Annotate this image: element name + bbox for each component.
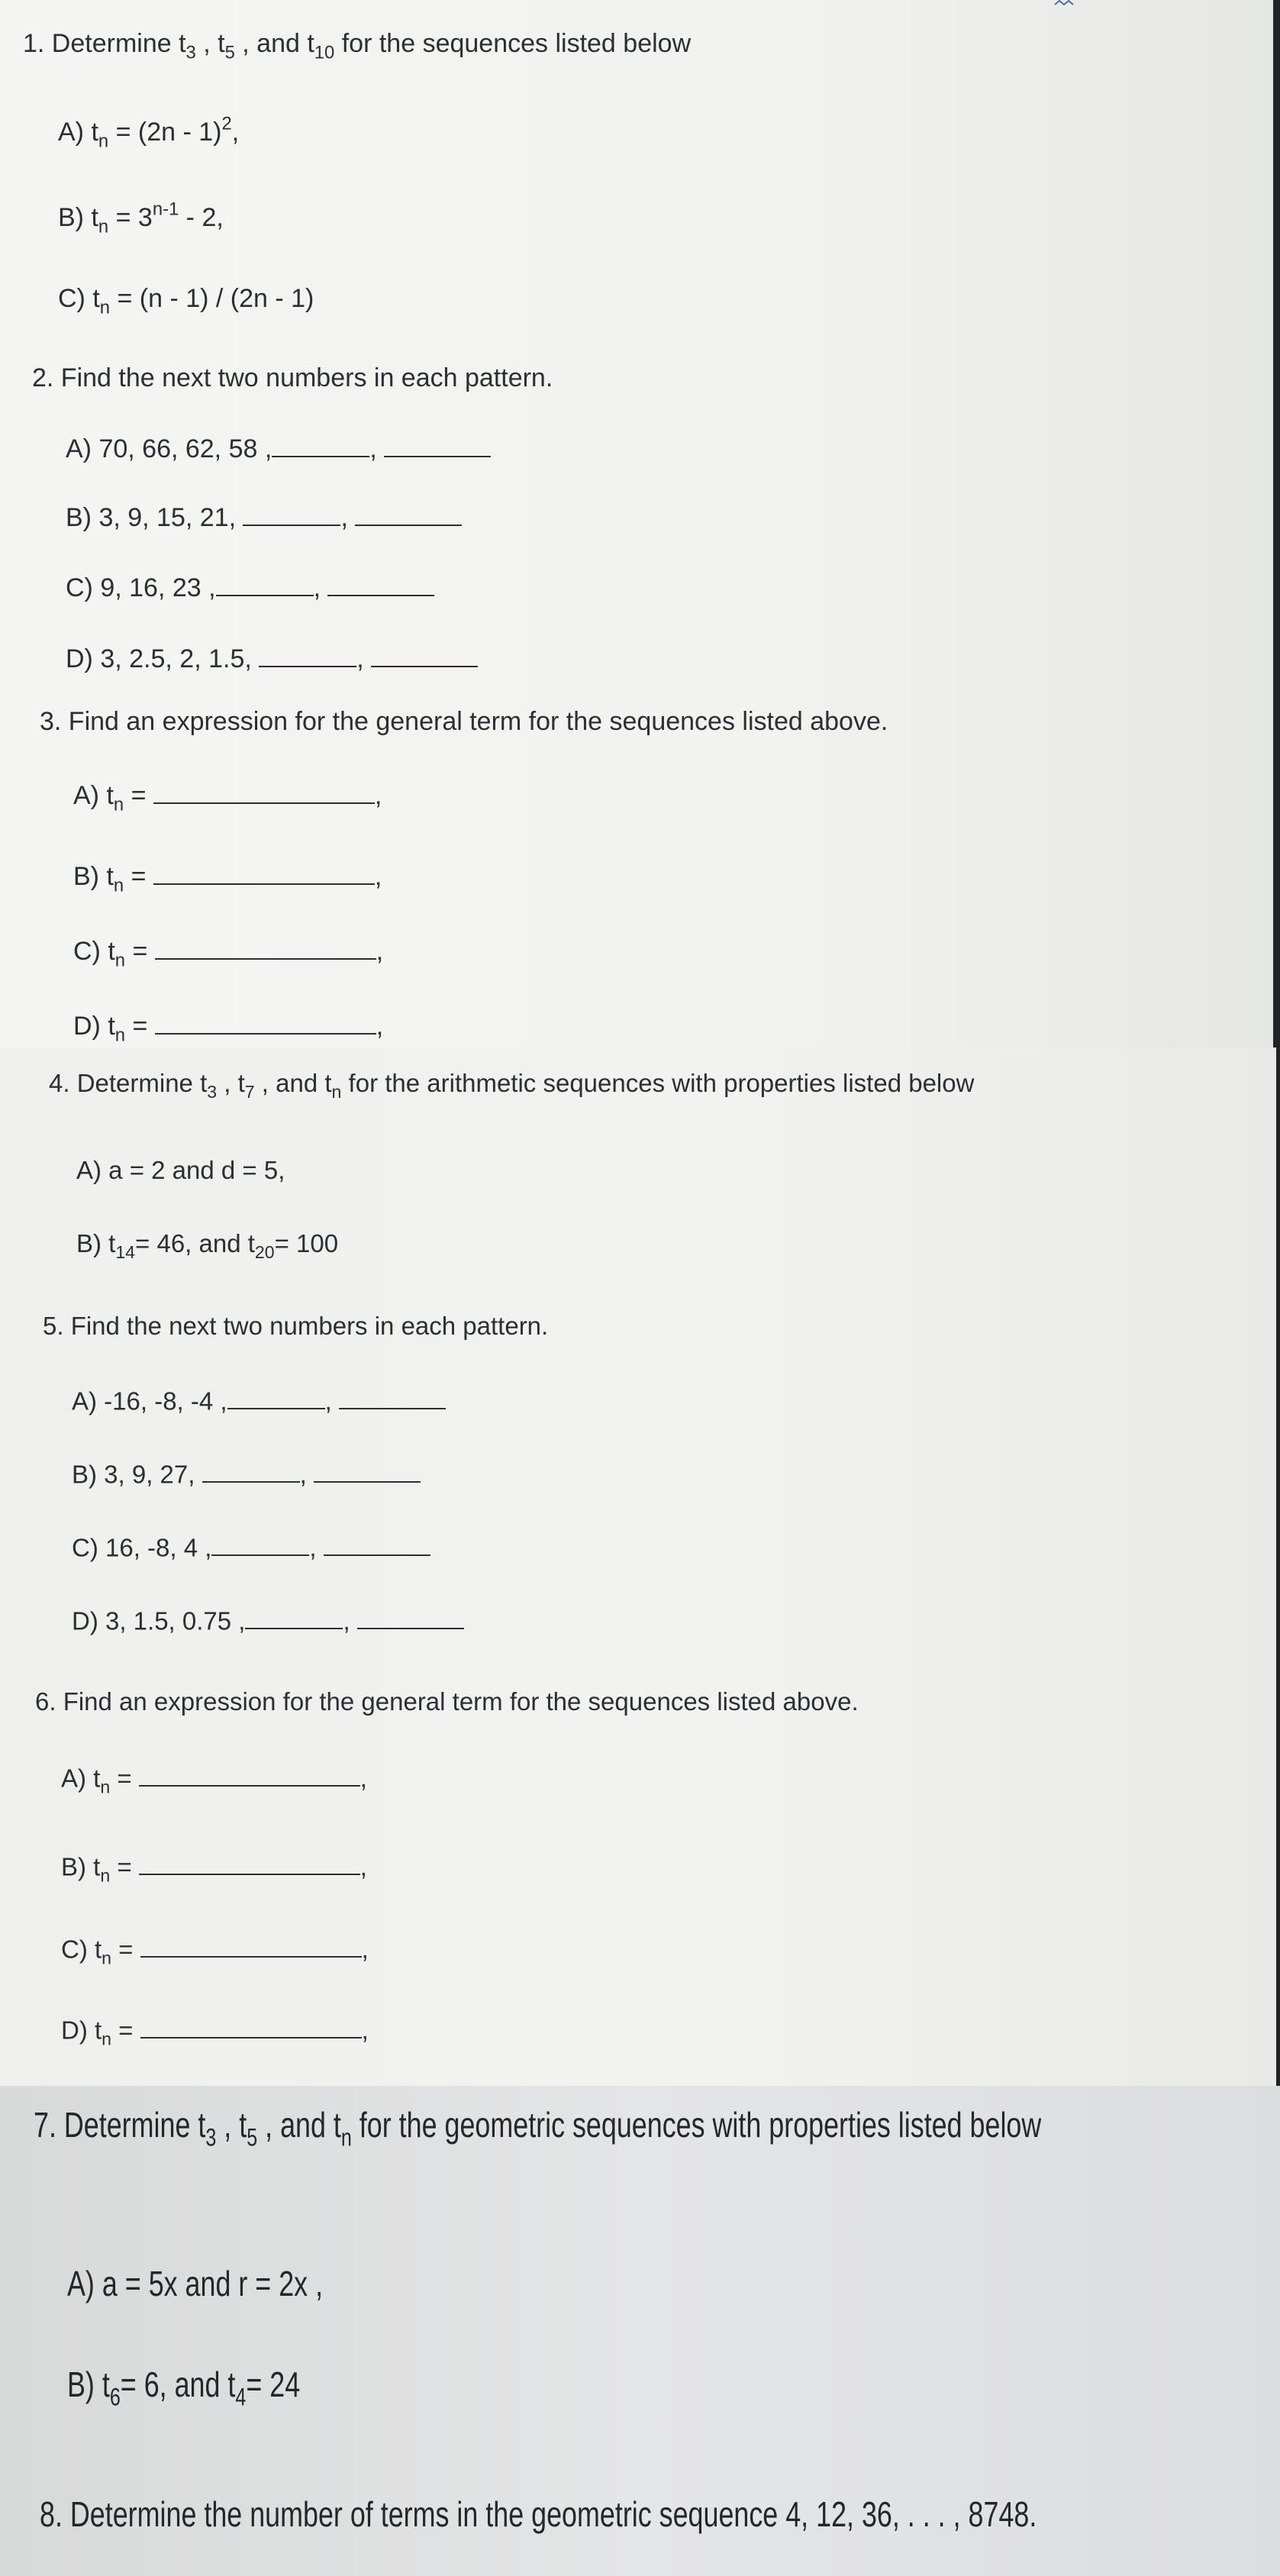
item-label: B) 3, 9, 15, 21, (66, 503, 237, 533)
answer-blank[interactable] (355, 504, 462, 526)
worksheet-panel-1 (0, 0, 1273, 1048)
answer-blank[interactable] (153, 782, 375, 804)
question-4-item-b: B) $t_{14}= 46$, and $t_{20}= 100$ (76, 1229, 339, 1263)
answer-blank[interactable] (339, 1388, 446, 1409)
item-label: A) -16, -8, -4 (72, 1386, 214, 1416)
question-7-item-a: A) a = 5x and r = 2x , (67, 2264, 324, 2303)
item-label: A) 70, 66, 62, 58 (66, 434, 258, 464)
question-3-item-a: A) $t_n$ = , (73, 781, 382, 815)
question-4-item-a: A) a = 2 and d = 5, (76, 1156, 285, 1184)
question-6-item-c: C) $t_n$ = , (61, 1935, 369, 1968)
answer-blank[interactable] (153, 863, 375, 885)
question-1-item-b: B) $t_n = 3^{n-1} - 2$, (58, 199, 224, 237)
answer-blank[interactable] (211, 1535, 309, 1556)
item-label: D) 3, 2.5, 2, 1.5, (66, 644, 252, 674)
question-7-title: 7. Determine $t_3$ , $t_5$ , and $t_n$ for the geometric sequences with properties listed below (34, 2105, 1042, 2152)
question-6-item-a: A) $t_n$ = , (61, 1764, 367, 1797)
question-4-title: 4. Determine $t_3$ , $t_7$ , and $t_n$ for the arithmetic sequences with properties listed below (49, 1069, 975, 1102)
answer-blank[interactable] (139, 1854, 360, 1875)
question-3-item-b: B) $t_n$ = , (73, 862, 382, 896)
question-5-item-a: A) -16, -8, -4 , , (72, 1388, 446, 1413)
answer-blank[interactable] (384, 435, 491, 457)
question-3-item-d: D) $t_n$ = , (73, 1012, 384, 1046)
answer-blank[interactable] (245, 1608, 343, 1629)
answer-blank[interactable] (259, 645, 356, 667)
answer-blank[interactable] (155, 1012, 376, 1035)
question-1-title: 1. Determine $t_3$ , $t_5$ , and $t_{10}$ for the sequences listed below (23, 29, 692, 63)
question-6-item-d: D) $t_n$ = , (61, 2016, 369, 2049)
question-1-item-a: A) $t_n = (2n - 1)^2$, (58, 113, 240, 152)
answer-blank[interactable] (140, 1936, 362, 1958)
question-2-item-d: D) 3, 2.5, 2, 1.5, , (66, 645, 478, 672)
worksheet-panel-2 (0, 1048, 1276, 2086)
question-2-item-c: C) 9, 16, 23 , , (66, 574, 434, 601)
answer-blank[interactable] (324, 1535, 430, 1556)
answer-blank[interactable] (227, 1388, 325, 1409)
answer-blank[interactable] (357, 1608, 464, 1629)
answer-blank[interactable] (371, 645, 478, 667)
answer-blank[interactable] (327, 574, 434, 596)
item-label: C) 16, -8, 4 (72, 1533, 198, 1562)
question-5-item-d: D) 3, 1.5, 0.75 , , (72, 1608, 464, 1633)
answer-blank[interactable] (155, 938, 376, 960)
answer-blank[interactable] (202, 1461, 300, 1483)
question-7-item-b: B) $t_6= 6$, and $t_4= 24$ (67, 2365, 301, 2411)
item-label: B) 3, 9, 27, (72, 1460, 195, 1489)
worksheet-panel-3 (0, 2086, 1280, 2576)
question-3-item-c: C) $t_n$ = , (73, 937, 384, 971)
answer-blank[interactable] (272, 435, 369, 457)
question-6-title: 6. Find an expression for the general term for the sequences listed above. (35, 1687, 859, 1716)
question-3-title: 3. Find an expression for the general term for the sequences listed above. (40, 707, 888, 736)
question-5-item-b: B) 3, 9, 27, , (72, 1461, 421, 1487)
question-5-item-c: C) 16, -8, 4 , , (72, 1535, 430, 1560)
answer-blank[interactable] (216, 574, 314, 596)
question-8-title: 8. Determine the number of terms in the geometric sequence 4, 12, 36, . . . , 8748. (40, 2494, 1037, 2534)
question-1-item-c: C) $t_n = (n - 1) / (2n - 1)$ (58, 284, 314, 318)
answer-blank[interactable] (243, 504, 340, 526)
question-2-item-b: B) 3, 9, 15, 21, , (66, 504, 462, 531)
question-2-item-a: A) 70, 66, 62, 58 , , (66, 435, 491, 462)
question-2-title: 2. Find the next two numbers in each pattern. (32, 363, 553, 392)
question-6-item-b: B) $t_n$ = , (61, 1852, 367, 1886)
edge-mark-icon (1053, 0, 1076, 6)
answer-blank[interactable] (139, 1765, 360, 1787)
answer-blank[interactable] (140, 2017, 362, 2039)
answer-blank[interactable] (314, 1461, 421, 1483)
question-5-title: 5. Find the next two numbers in each pattern. (43, 1312, 549, 1340)
item-label: D) 3, 1.5, 0.75 (72, 1606, 232, 1635)
item-label: C) 9, 16, 23 (66, 573, 202, 603)
